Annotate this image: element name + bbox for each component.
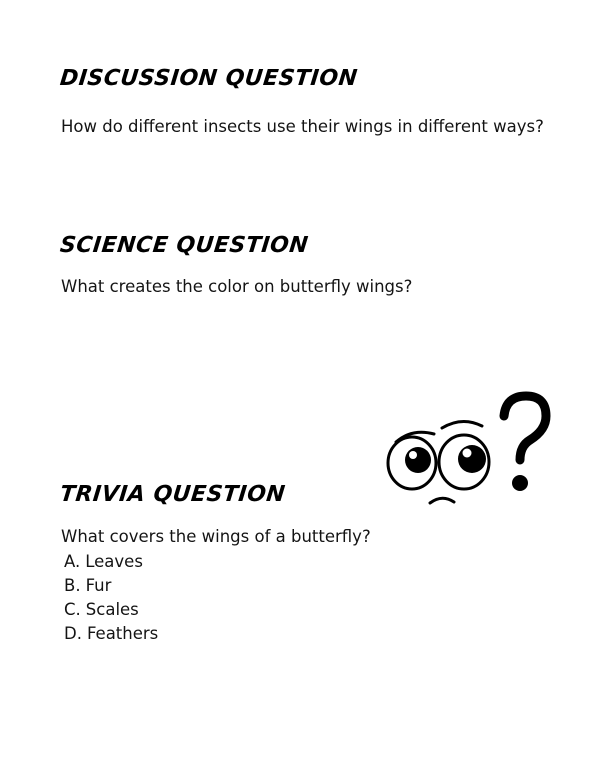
answer-option	[64, 622, 158, 646]
option-letter: A.	[64, 552, 81, 571]
mouth	[430, 498, 454, 503]
option-text: Fur	[85, 576, 112, 595]
answer-option	[64, 550, 158, 574]
answer-options-list	[64, 550, 158, 646]
answer-option	[64, 598, 158, 622]
question-mark-dot	[512, 475, 528, 491]
science-question-heading: SCIENCE QUESTION	[58, 233, 310, 258]
right-pupil	[458, 445, 486, 473]
science-question-text: What creates the color on butterfly wings?	[61, 277, 413, 296]
option-text: Leaves	[85, 552, 143, 571]
answer-option	[64, 574, 158, 598]
confused-face-question-mark-icon	[382, 390, 552, 510]
trivia-question-heading: TRIVIA QUESTION	[58, 482, 287, 507]
left-eye-highlight	[409, 451, 417, 459]
left-pupil	[405, 447, 431, 473]
option-letter: B.	[64, 576, 81, 595]
question-mark-curve	[504, 396, 546, 460]
discussion-question-heading: DISCUSSION QUESTION	[58, 66, 359, 91]
right-eye-highlight	[463, 449, 472, 458]
option-letter: D.	[64, 624, 82, 643]
option-text: Scales	[85, 600, 139, 619]
right-eyebrow	[442, 421, 482, 428]
option-text: Feathers	[86, 624, 159, 643]
option-letter: C.	[64, 600, 81, 619]
trivia-question-text: What covers the wings of a butterfly?	[61, 527, 371, 546]
discussion-question-text: How do different insects use their wings in different ways?	[61, 117, 544, 136]
